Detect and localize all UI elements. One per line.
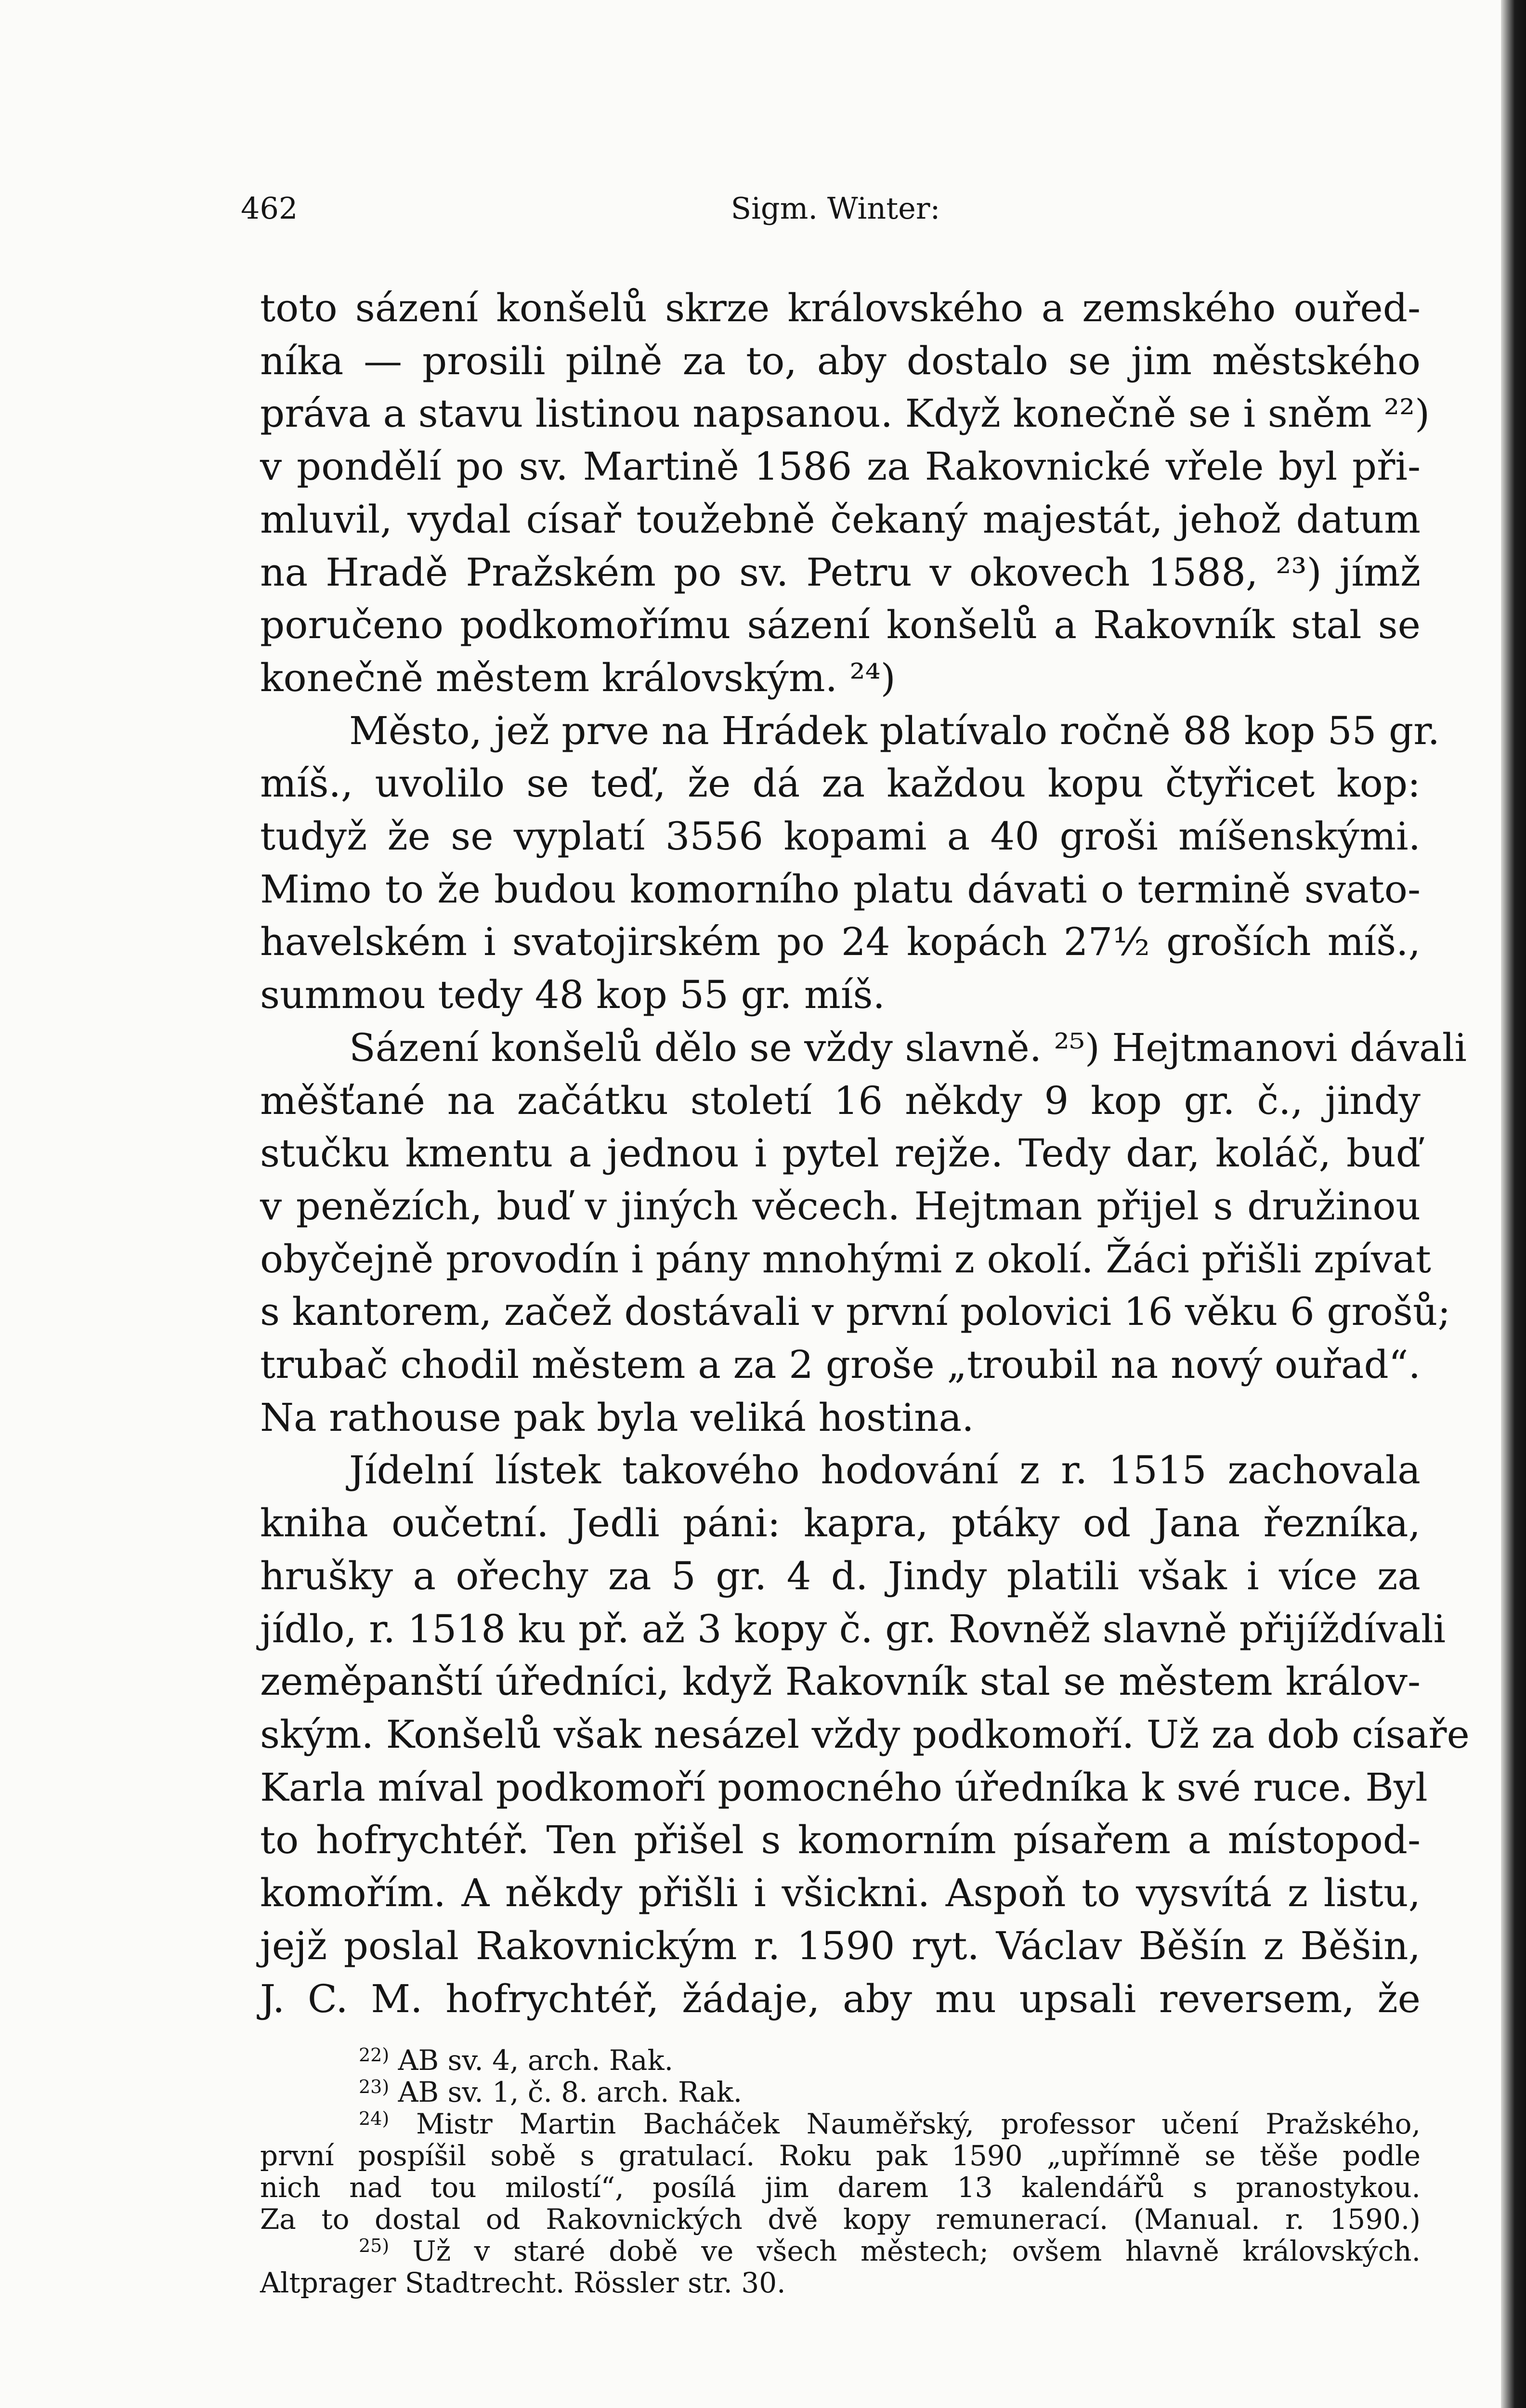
text-line: v pondělí po sv. Martině 1586 za Rakovnické vřele byl při- [260, 444, 1421, 489]
text-line: mluvil, vydal císař toužebně čekaný majestát, jehož datum [260, 497, 1421, 542]
footnote-marker: 24) [359, 2108, 390, 2129]
text-line: ským. Konšelů však nesázel vždy podkomoří. Už za dob císaře [260, 1712, 1470, 1757]
text-line: toto sázení konšelů skrze královského a zemského ouřed- [260, 286, 1421, 330]
page-header [241, 187, 1430, 230]
footnote-text: Mistr Martin Bacháček Nauměřský, professor učení Pražského, [416, 2107, 1421, 2140]
text-line: trubač chodil městem a za 2 groše „troubil na nový ouřad“. [260, 1342, 1421, 1387]
text-line: poručeno podkomořímu sázení konšelů a Rakovník stal se [260, 602, 1421, 648]
text-line: míš., uvolilo se teď, že dá za každou kopu čtyřicet kop: [260, 761, 1421, 806]
footnote-text: Už v staré době ve všech městech; ovšem hlavně královských. [412, 2235, 1421, 2267]
body-text [260, 282, 1470, 2025]
text-line: jídlo, r. 1518 ku př. až 3 kopy č. gr. Rovněž slavně přijíždívali [260, 1606, 1446, 1651]
text-line: níka — prosili pilně za to, aby dostalo se jim městského [260, 338, 1421, 383]
text-line: kniha oučetní. Jedli páni: kapra, ptáky od Jana řezníka, [260, 1501, 1421, 1546]
text-line: zeměpanští úředníci, když Rakovník stal se městem králov- [260, 1659, 1421, 1704]
footnote-25-continued: Altprager Stadtrecht. Rössler str. 30. [260, 2266, 786, 2299]
footnote-25 [260, 2235, 1421, 2267]
text-line: Jídelní lístek takového hodování z r. 1515 zachovala [349, 1448, 1421, 1493]
text-line: Karla míval podkomoří pomocného úředníka k své ruce. Byl [260, 1765, 1428, 1810]
text-line: J. C. M. hofrychtéř, žádaje, aby mu upsali reversem, že [260, 1976, 1421, 2021]
text-line: práva a stavu listinou napsanou. Když konečně se i sněm ²²) [260, 391, 1430, 436]
text-line: to hofrychtéř. Ten přišel s komorním písařem a místopod- [260, 1818, 1421, 1863]
text-line: Na rathouse pak byla veliká hostina. [260, 1395, 974, 1440]
text-line: Město, jež prve na Hrádek platívalo ročně 88 kop 55 gr. [349, 708, 1440, 753]
footnote-22 [260, 2044, 1421, 2076]
text-line: tudyž že se vyplatí 3556 kopami a 40 groši míšenskými. [260, 814, 1421, 859]
footnote-24-continued: nich nad tou milostí“, posílá jim darem 13 kalendářů s pranostykou. [260, 2171, 1421, 2204]
text-line: jejž poslal Rakovnickým r. 1590 ryt. Václav Běšín z Běšin, [260, 1923, 1421, 1968]
text-line: stučku kmentu a jednou i pytel rejže. Tedy dar, koláč, buď [260, 1131, 1421, 1176]
footnotes [260, 2044, 1421, 2299]
text-line: Mimo to že budou komorního platu dávati o termině svato- [260, 866, 1421, 912]
footnote-text: AB sv. 4, arch. Rak. [398, 2044, 674, 2077]
footnote-marker: 23) [359, 2076, 390, 2097]
text-line: v penězích, buď v jiných věcech. Hejtman přijel s družinou [260, 1183, 1421, 1229]
text-line: konečně městem královským. ²⁴) [260, 655, 896, 700]
page-number: 462 [241, 191, 298, 226]
text-line: havelském i svatojirském po 24 kopách 27½ groších míš., [260, 919, 1421, 965]
text-line: na Hradě Pražském po sv. Petru v okovech 1588, ²³) jímž [260, 550, 1421, 595]
footnote-marker: 22) [359, 2044, 390, 2066]
footnote-text: AB sv. 1, č. 8. arch. Rak. [398, 2076, 743, 2108]
text-line: hrušky a ořechy za 5 gr. 4 d. Jindy platili však i více za [260, 1553, 1421, 1598]
text-line: komořím. A někdy přišli i všickni. Aspoň to vysvítá z listu, [260, 1871, 1421, 1916]
text-line: summou tedy 48 kop 55 gr. míš. [260, 972, 885, 1018]
footnote-23 [260, 2076, 1421, 2108]
text-line: s kantorem, začež dostávali v první polovici 16 věku 6 grošů; [260, 1289, 1451, 1335]
footnote-24 [260, 2108, 1421, 2140]
footnote-24-continued: Za to dostal od Rakovnických dvě kopy remunerací. (Manual. r. 1590.) [260, 2203, 1421, 2236]
text-line: obyčejně provodín i pány mnohými z okolí. Žáci přišli zpívat [260, 1236, 1431, 1282]
footnote-24-continued: první pospíšil sobě s gratulací. Roku pak 1590 „upřímně se těše podle [260, 2139, 1421, 2172]
text-line: Sázení konšelů dělo se vždy slavně. ²⁵) Hejtmanovi dávali [349, 1025, 1467, 1070]
page-edge-shadow [1501, 0, 1526, 2408]
text-line: měšťané na začátku století 16 někdy 9 kop gr. č., jindy [260, 1078, 1421, 1123]
running-head: Sigm. Winter: [730, 191, 940, 226]
footnote-marker: 25) [359, 2235, 390, 2256]
